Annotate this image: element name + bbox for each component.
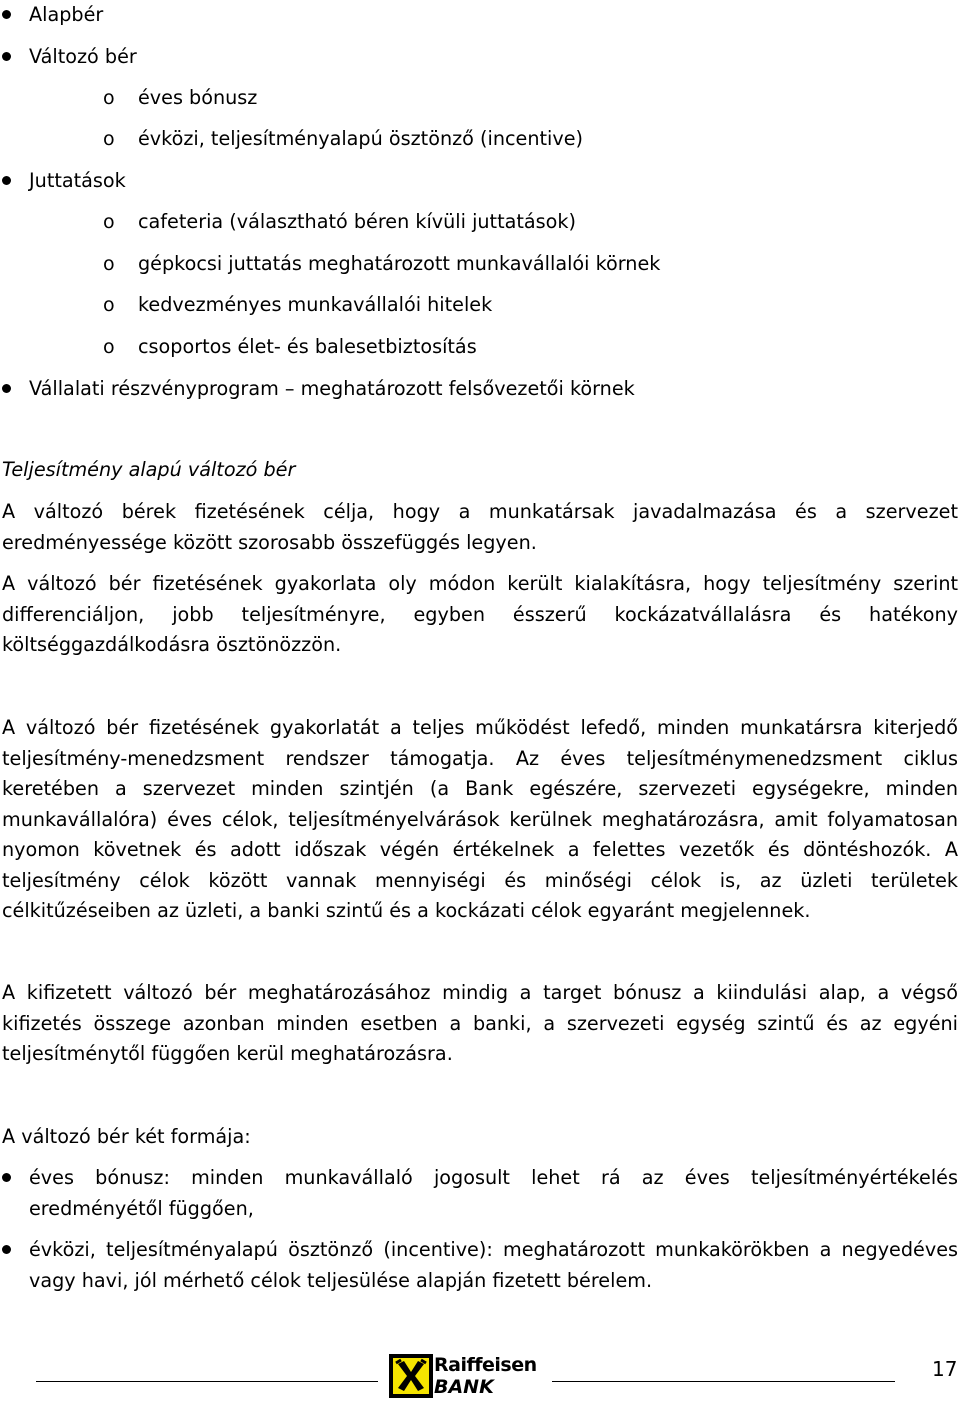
list-item: évközi, teljesítményalapú ösztönző (incentive): meghatározott munkakörökben a negyedéves vagy havi, jól mérhető célok teljesülése alapján fizetett bérelem.: [29, 1238, 958, 1292]
paragraph: A kifizetett változó bér meghatározásához mindig a target bónusz a kiindulási alap, a végső kifizetés összege azonban minden esetben a banki, a szervezeti egység szintű és az egyéni teljesítménytől függően kerül meghatározásra.: [2, 981, 958, 1065]
circle-bullet-icon: o: [103, 294, 115, 316]
paragraph: A változó bér fizetésének gyakorlatát a teljes működést lefedő, minden munkatársra kiterjedő teljesítmény-menedzsment rendszer támogatja. Az éves teljesítménymenedzsment ciklus keretében a szervezet minden szintjén (a Bank egészére, szervezeti egységekre, minden munkavállalóra) éves célok, teljesítményelvárások kerülnek meghatározásra, amit folyamatosan nyomon követnek és adott időszak végén értékelnek a felettes vezetők és döntéshozók. A teljesítmény célok között vannak mennyiségi és minőségi célok is, az üzleti területek célkitűzéseiben az üzleti, a banki szintű és a kockázati célok egyaránt megjelennek.: [2, 716, 958, 922]
bullet-icon: [2, 10, 11, 19]
bullet-icon: [2, 52, 11, 61]
list-item: kedvezményes munkavállalói hitelek: [138, 293, 493, 316]
list-item: éves bónusz: minden munkavállaló jogosult lehet rá az éves teljesítményértékelés eredményétől függően,: [29, 1166, 958, 1220]
bullet-icon: [2, 384, 11, 393]
list-item: Változó bér: [29, 45, 137, 68]
list-item: Alapbér: [29, 3, 104, 26]
paragraph: A változó bérek fizetésének célja, hogy a munkatársak javadalmazása és a szervezet eredményessége között szorosabb összefüggés legyen.: [2, 500, 958, 554]
list-item: Vállalati részvényprogram – meghatározott felsővezetői körnek: [29, 377, 635, 400]
bullet-icon: [2, 176, 11, 185]
section-heading: Teljesítmény alapú változó bér: [2, 458, 296, 481]
raiffeisen-emblem-icon: [389, 1354, 433, 1398]
raiffeisen-logo: [389, 1354, 541, 1398]
list-item: éves bónusz: [138, 86, 258, 109]
list-item: Juttatások: [29, 169, 126, 192]
paragraph: A változó bér fizetésének gyakorlata oly módon került kialakításra, hogy teljesítmény szerint differenciáljon, jobb teljesítményre, egyben ésszerű kockázatvállalásra és hatékony költséggazdálkodásra ösztönözzön.: [2, 572, 958, 656]
footer-rule-right: [552, 1381, 895, 1382]
logo-text-bank: BANK: [434, 1376, 494, 1398]
paragraph: A változó bér két formája:: [2, 1125, 251, 1148]
list-item: gépkocsi juttatás meghatározott munkavállalói körnek: [138, 252, 661, 275]
circle-bullet-icon: o: [103, 87, 115, 109]
page-number: 17: [932, 1357, 958, 1381]
list-item: cafeteria (választható béren kívüli juttatások): [138, 210, 576, 233]
circle-bullet-icon: o: [103, 128, 115, 150]
circle-bullet-icon: o: [103, 253, 115, 275]
logo-text-raiffeisen: Raiffeisen: [434, 1354, 537, 1376]
circle-bullet-icon: o: [103, 211, 115, 233]
footer-rule-left: [36, 1381, 378, 1382]
bullet-icon: [2, 1245, 11, 1254]
circle-bullet-icon: o: [103, 336, 115, 358]
bullet-icon: [2, 1173, 11, 1182]
list-item: évközi, teljesítményalapú ösztönző (incentive): [138, 127, 584, 150]
list-item: csoportos élet- és balesetbiztosítás: [138, 335, 477, 358]
